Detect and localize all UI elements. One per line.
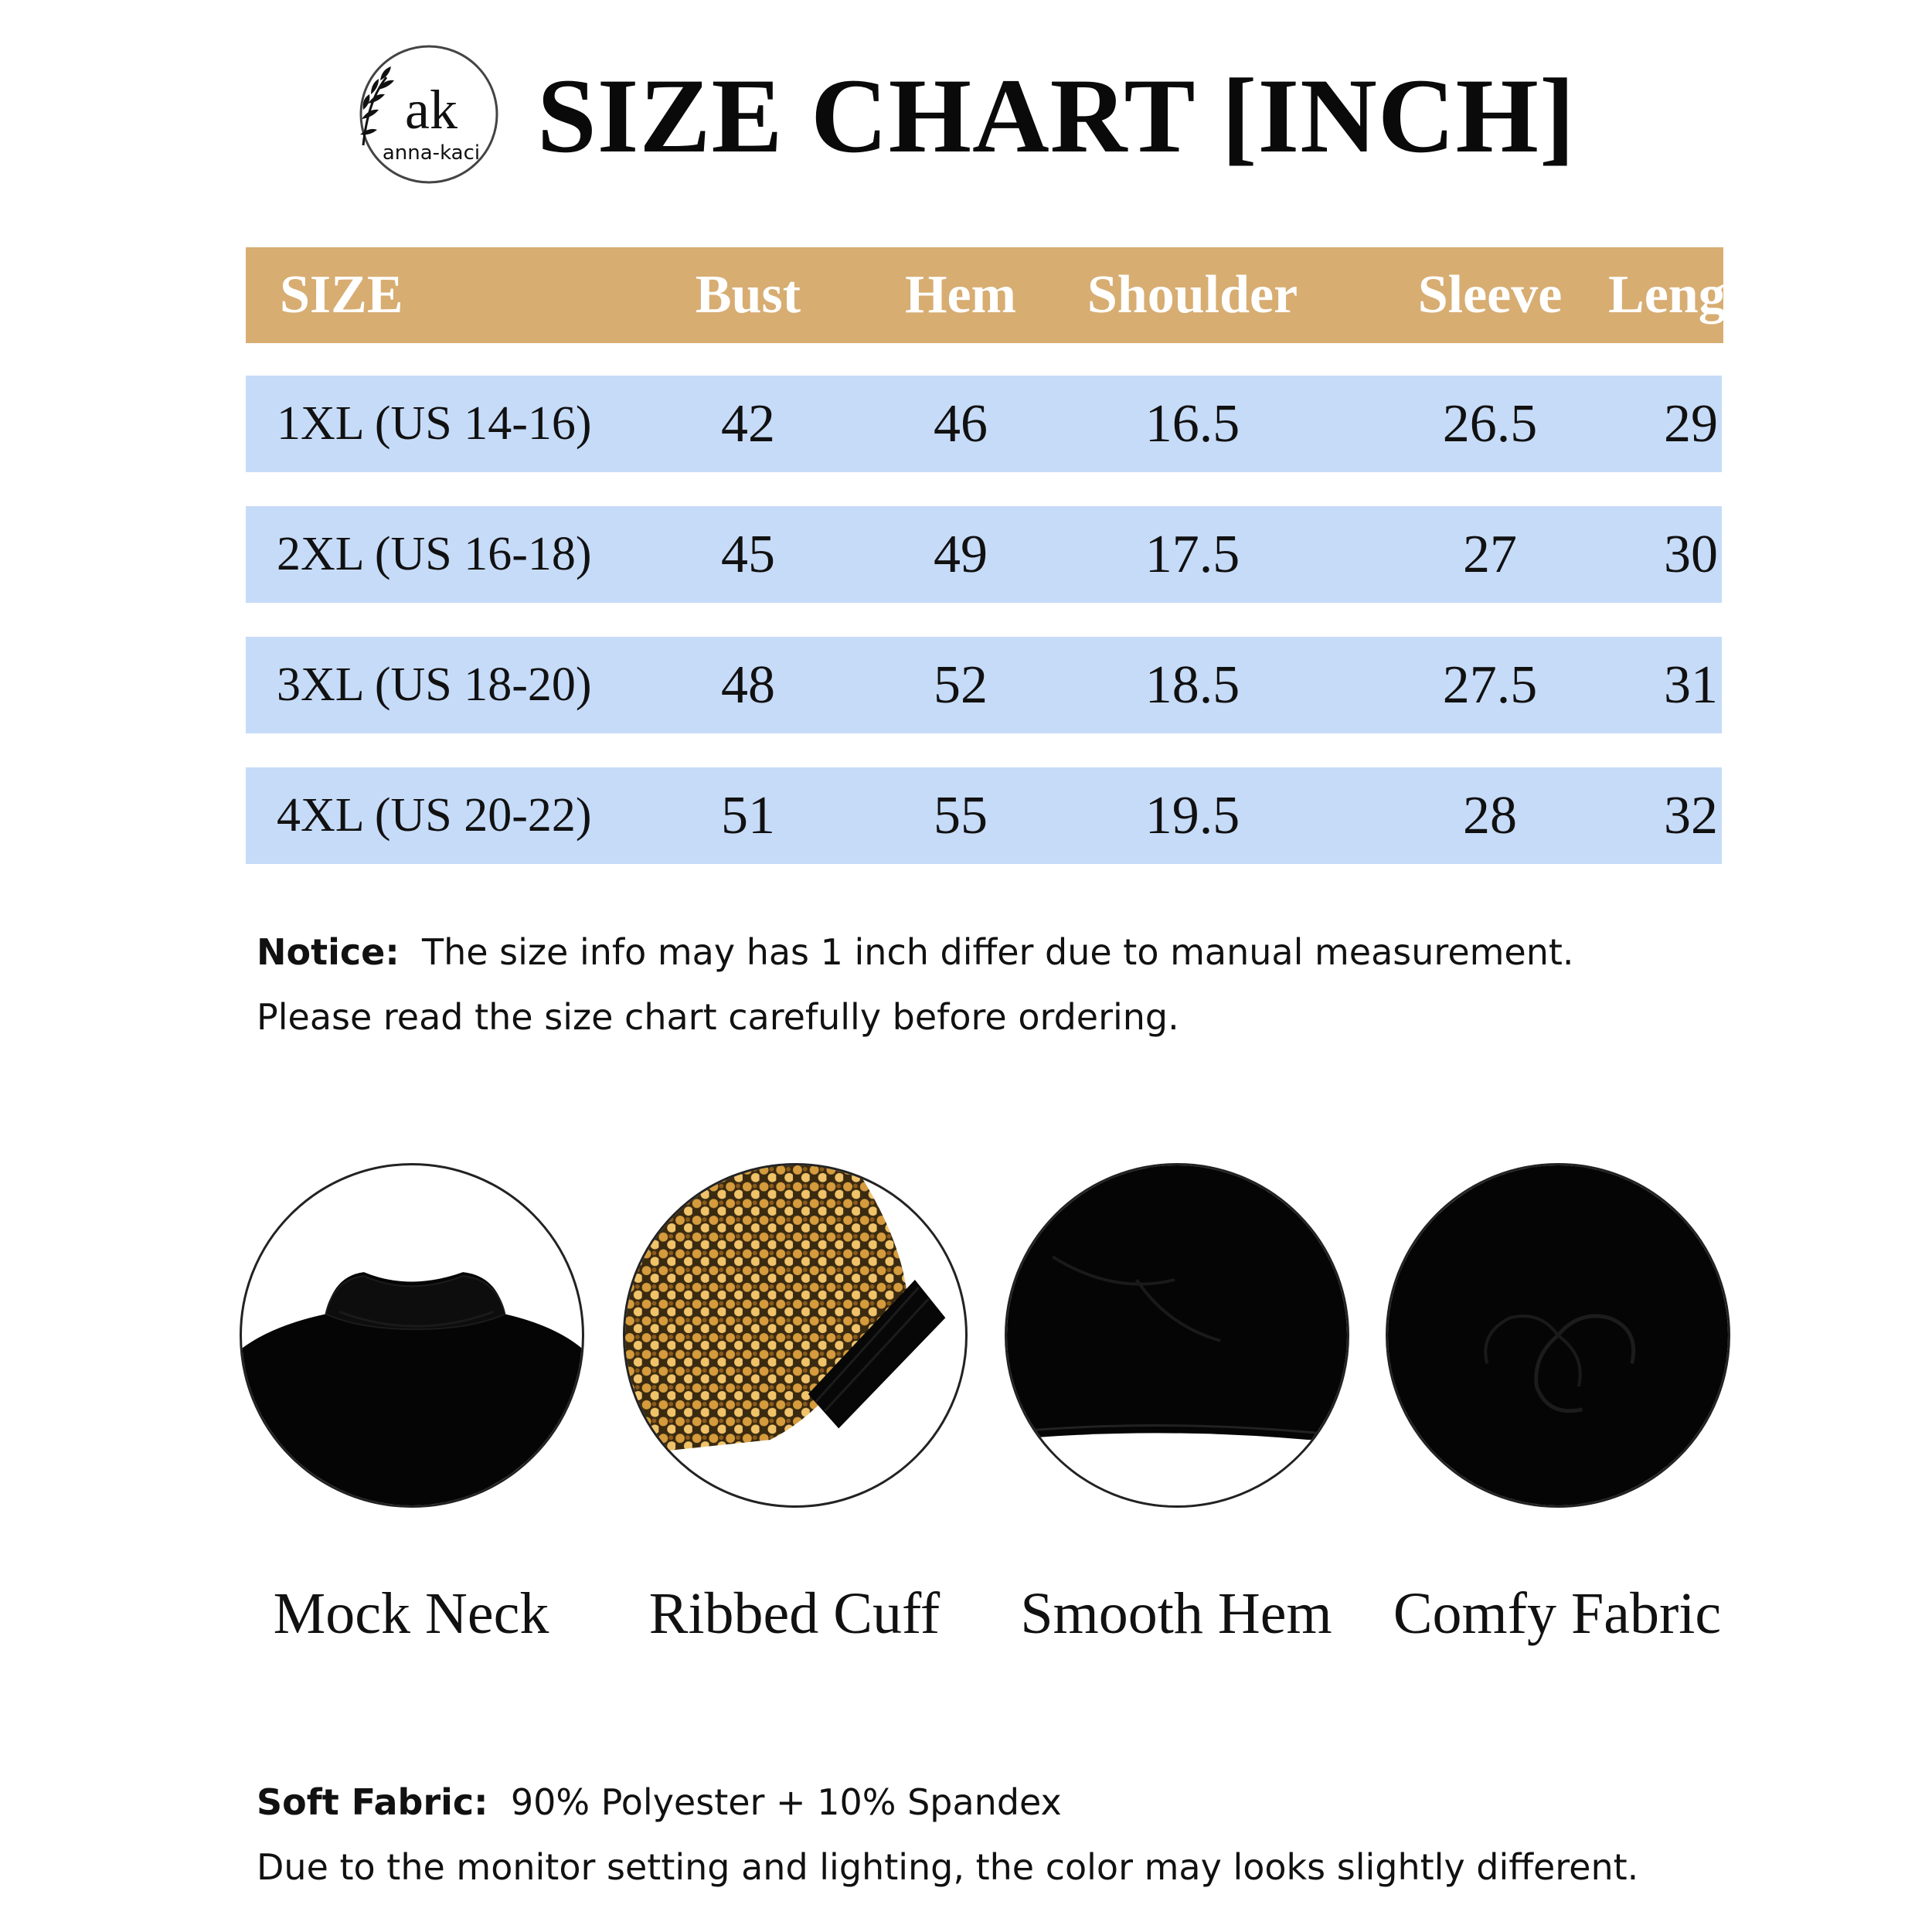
mock-neck-image — [240, 1163, 584, 1508]
column-header-shoulder: Shoulder — [1087, 265, 1298, 325]
fabric-value: 90% Polyester + 10% Spandex — [510, 1781, 1062, 1823]
table-row — [246, 376, 1722, 472]
feature-label: Ribbed Cuff — [648, 1581, 940, 1646]
feature-label: Smooth Hem — [1020, 1581, 1332, 1646]
cell-size: 4XL (US 20-22) — [277, 789, 592, 842]
brand-logo — [340, 43, 510, 190]
cell-shoulder: 18.5 — [1145, 655, 1240, 715]
logo-name: anna-kaci — [382, 141, 481, 165]
notice-label: Notice: — [257, 931, 400, 973]
cell-sleeve: 26.5 — [1442, 393, 1538, 454]
cell-bust: 45 — [721, 524, 775, 584]
cell-bust: 51 — [721, 785, 775, 845]
cell-hem: 46 — [934, 393, 988, 454]
color-disclaimer: Due to the monitor setting and lighting, the color may looks slightly different. — [257, 1846, 1639, 1888]
table-row — [246, 767, 1722, 864]
cell-shoulder: 16.5 — [1145, 393, 1240, 454]
header — [0, 39, 1932, 193]
feature-label: Mock Neck — [273, 1581, 549, 1646]
cell-sleeve: 28 — [1463, 785, 1517, 845]
cell-sleeve: 27.5 — [1442, 655, 1538, 715]
logo-initials: ak — [405, 79, 457, 141]
feature-mock-neck — [233, 1163, 589, 1665]
notice-line-1 — [257, 920, 1725, 985]
feature-label: Comfy Fabric — [1393, 1581, 1722, 1646]
feature-smooth-hem — [998, 1163, 1354, 1665]
cell-hem: 49 — [934, 524, 988, 584]
column-header-length: Length — [1608, 265, 1774, 325]
column-header-bust: Bust — [695, 265, 801, 325]
fabric-label: Soft Fabric: — [257, 1781, 488, 1823]
table-row — [246, 506, 1722, 603]
cell-bust: 42 — [721, 393, 775, 454]
feature-comfy-fabric — [1379, 1163, 1735, 1665]
cell-size: 2XL (US 16-18) — [277, 528, 592, 580]
ribbed-cuff-image — [623, 1163, 968, 1508]
cell-length: 30 — [1664, 524, 1718, 584]
cell-sleeve: 27 — [1463, 524, 1517, 584]
column-header-size: SIZE — [280, 265, 403, 325]
feature-row — [0, 1163, 1932, 1665]
page-title: SIZE CHART [INCH] — [537, 56, 1576, 175]
cell-hem: 55 — [934, 785, 988, 845]
table-row — [246, 637, 1722, 733]
cell-length: 32 — [1664, 785, 1718, 845]
comfy-fabric-image — [1386, 1163, 1730, 1508]
feature-ribbed-cuff — [617, 1163, 972, 1665]
notice-text: The size info may has 1 inch differ due to manual measurement. — [421, 931, 1574, 973]
column-header-hem: Hem — [905, 265, 1016, 325]
cell-size: 3XL (US 18-20) — [277, 658, 592, 711]
notice-block — [257, 920, 1725, 1049]
cell-size: 1XL (US 14-16) — [277, 397, 592, 450]
cell-length: 29 — [1664, 393, 1718, 454]
cell-bust: 48 — [721, 655, 775, 715]
column-header-sleeve: Sleeve — [1417, 265, 1563, 325]
cell-shoulder: 19.5 — [1145, 785, 1240, 845]
cell-length: 31 — [1664, 655, 1718, 715]
table-header — [246, 247, 1774, 343]
fabric-line — [257, 1770, 1764, 1835]
fabric-block — [257, 1770, 1764, 1900]
cell-hem: 52 — [934, 655, 988, 715]
laurel-icon — [360, 66, 394, 145]
notice-line-2: Please read the size chart carefully before ordering. — [257, 996, 1179, 1038]
cell-shoulder: 17.5 — [1145, 524, 1240, 584]
smooth-hem-image — [1005, 1163, 1349, 1508]
